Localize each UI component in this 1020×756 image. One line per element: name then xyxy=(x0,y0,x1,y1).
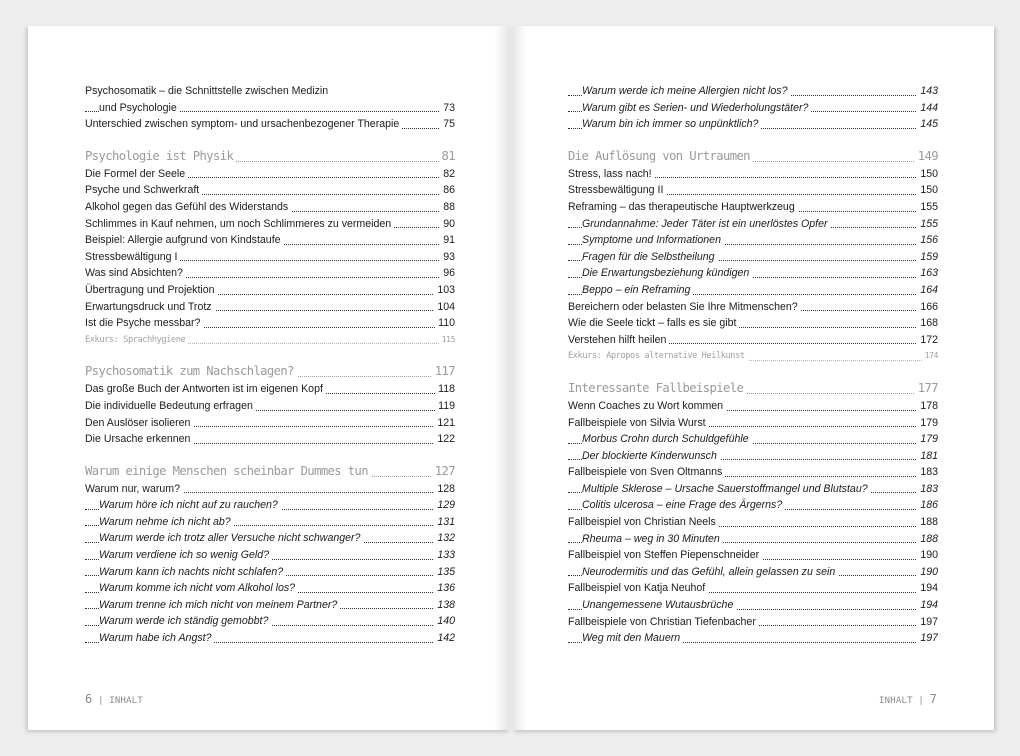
toc-page-number: 181 xyxy=(917,448,938,465)
toc-page-number: 178 xyxy=(917,398,938,415)
toc-entry-title: Stressbewältigung I xyxy=(85,251,180,263)
right-page xyxy=(512,26,994,730)
toc-entry xyxy=(85,481,455,498)
toc-entry xyxy=(85,166,455,183)
toc-entry-title: Fragen für die Selbstheilung xyxy=(582,251,718,263)
toc-entry-title: Warum verdiene ich so wenig Geld? xyxy=(99,549,272,561)
toc-entry xyxy=(568,83,938,100)
toc-page-number: 128 xyxy=(434,481,455,498)
toc-entry xyxy=(85,580,455,597)
toc-entry-title: Alkohol gegen das Gefühl des Widerstands xyxy=(85,201,291,213)
toc-page-number: 159 xyxy=(917,249,938,266)
page-number: 6 xyxy=(85,692,93,706)
toc-entry xyxy=(568,630,938,647)
toc-page-number: 119 xyxy=(435,398,455,415)
toc-page-number: 188 xyxy=(917,514,938,531)
running-footer-label: INHALT | xyxy=(878,696,924,706)
toc-entry-title: Psychosomatik zum Nachschlagen? xyxy=(85,364,297,378)
toc-chapter-heading xyxy=(85,147,455,166)
toc-entry-title: und Psychologie xyxy=(99,102,180,114)
toc-entry-title: Erwartungsdruck und Trotz xyxy=(85,301,215,313)
toc-entry xyxy=(568,514,938,531)
toc-entry xyxy=(85,530,455,547)
toc-page-number: 155 xyxy=(917,216,938,233)
toc-entry xyxy=(85,265,455,282)
toc-entry-title: Fallbeispiel von Christian Neels xyxy=(568,516,719,528)
toc-entry xyxy=(568,182,938,199)
toc-page-number: 90 xyxy=(440,216,455,233)
toc-page-number: 121 xyxy=(434,415,455,432)
toc-page-number: 168 xyxy=(917,315,938,332)
toc-page-number: 177 xyxy=(915,379,938,398)
toc-entry xyxy=(85,547,455,564)
toc-entry xyxy=(85,613,455,630)
toc-entry xyxy=(568,580,938,597)
toc-entry xyxy=(85,116,455,133)
toc-entry-title: Warum werde ich ständig gemobbt? xyxy=(99,615,271,627)
toc-page-number: 183 xyxy=(917,481,938,498)
toc-entry xyxy=(568,398,938,415)
toc-page-number: 132 xyxy=(434,530,455,547)
toc-entry xyxy=(568,481,938,498)
toc-entry xyxy=(568,199,938,216)
toc-entry-title: Ist die Psyche messbar? xyxy=(85,317,203,329)
toc-entry-title: Exkurs: Sprachhygiene xyxy=(85,335,188,345)
toc-page-number: 88 xyxy=(440,199,455,216)
toc-entry-title: Schlimmes in Kauf nehmen, um noch Schlimmeres zu vermeiden xyxy=(85,218,394,230)
toc-chapter-heading xyxy=(568,379,938,398)
toc-entry-title: Fallbeispiele von Silvia Wurst xyxy=(568,417,709,429)
toc-entry xyxy=(568,531,938,548)
toc-entry-title: Beispiel: Allergie aufgrund von Kindstaufe xyxy=(85,234,284,246)
toc-page-number: 81 xyxy=(439,147,455,166)
toc-page-number: 96 xyxy=(440,265,455,282)
toc-entry xyxy=(85,216,455,233)
toc-entry-title: Warum höre ich nicht auf zu rauchen? xyxy=(99,499,281,511)
toc-entry-title: Die individuelle Bedeutung erfragen xyxy=(85,400,256,412)
toc-page-number: 75 xyxy=(440,116,455,133)
toc-entry xyxy=(85,381,455,398)
page-footer-left xyxy=(85,692,143,706)
toc-entry-title: Symptome und Informationen xyxy=(582,234,724,246)
toc-page-number: 131 xyxy=(434,514,455,531)
toc-entry xyxy=(568,332,938,349)
toc-entry-title: Rheuma – weg in 30 Minuten xyxy=(582,533,723,545)
toc-entry-title: Das große Buch der Antworten ist im eigenen Kopf xyxy=(85,383,326,395)
toc-entry-title: Die Erwartungsbeziehung kündigen xyxy=(582,267,752,279)
spine-shadow-left xyxy=(494,26,510,730)
toc-entry xyxy=(568,448,938,465)
toc-entry-title: Unterschied zwischen symptom- und ursachenbezogener Therapie xyxy=(85,118,402,130)
toc-entry xyxy=(85,83,455,100)
toc-page-number: 93 xyxy=(440,249,455,266)
running-footer-label: | INHALT xyxy=(98,696,144,706)
toc-page-number: 179 xyxy=(917,431,938,448)
toc-page-number: 135 xyxy=(434,564,455,581)
toc-entry-title: Weg mit den Mauern xyxy=(582,632,683,644)
toc-entry-title: Was sind Absichten? xyxy=(85,267,186,279)
toc-entry xyxy=(85,630,455,647)
toc-entry xyxy=(85,282,455,299)
toc-page-number: 164 xyxy=(917,282,938,299)
toc-entry-title: Warum trenne ich mich nicht von meinem Partner? xyxy=(99,599,340,611)
toc-entry xyxy=(568,564,938,581)
toc-entry xyxy=(85,398,455,415)
toc-entry xyxy=(85,315,455,332)
toc-page-number: 73 xyxy=(440,100,455,117)
toc-entry xyxy=(568,216,938,233)
toc-page-number: 110 xyxy=(435,315,455,332)
toc-entry xyxy=(568,597,938,614)
toc-entry-title: Stressbewältigung II xyxy=(568,184,666,196)
toc-page-number: 118 xyxy=(435,381,455,398)
toc-page-number: 122 xyxy=(434,431,455,448)
toc-entry xyxy=(85,431,455,448)
toc-entry-title: Warum bin ich immer so unpünktlich? xyxy=(582,118,761,130)
left-page xyxy=(28,26,510,730)
toc-page-number: 117 xyxy=(432,362,455,381)
toc-entry-title: Die Auflösung von Urtraumen xyxy=(568,149,753,163)
toc-page-number: 136 xyxy=(434,580,455,597)
toc-entry xyxy=(85,415,455,432)
toc-page-number: 188 xyxy=(917,531,938,548)
toc-entry-title: Unangemessene Wutausbrüche xyxy=(582,599,736,611)
toc-page-number: 194 xyxy=(917,580,938,597)
toc-entry xyxy=(568,299,938,316)
toc-entry-title: Fallbeispiele von Christian Tiefenbacher xyxy=(568,616,759,628)
toc-entry-title: Die Formel der Seele xyxy=(85,168,188,180)
toc-entry xyxy=(568,166,938,183)
toc-page-number: 183 xyxy=(917,464,938,481)
toc-entry xyxy=(568,100,938,117)
toc-entry-title: Warum komme ich nicht vom Alkohol los? xyxy=(99,582,298,594)
toc-page-number: 190 xyxy=(917,547,938,564)
toc-page-number: 155 xyxy=(917,199,938,216)
toc-page-number: 179 xyxy=(917,415,938,432)
table-of-contents-right xyxy=(568,83,938,647)
toc-entry-title: Morbus Crohn durch Schuldgefühle xyxy=(582,433,752,445)
toc-page-number: 86 xyxy=(440,182,455,199)
toc-page-number: 145 xyxy=(917,116,938,133)
toc-entry-title: Warum nehme ich nicht ab? xyxy=(99,516,234,528)
toc-page-number: 190 xyxy=(917,564,938,581)
toc-entry xyxy=(568,464,938,481)
page-footer-right xyxy=(879,692,937,706)
toc-entry xyxy=(568,614,938,631)
spine-shadow-right xyxy=(512,26,526,730)
toc-entry xyxy=(85,497,455,514)
toc-entry xyxy=(568,315,938,332)
toc-page-number: 197 xyxy=(917,614,938,631)
toc-entry-title: Fallbeispiele von Sven Oltmanns xyxy=(568,466,725,478)
toc-page-number: 149 xyxy=(915,147,938,166)
toc-page-number: 138 xyxy=(434,597,455,614)
toc-entry-title: Stress, lass nach! xyxy=(568,168,655,180)
toc-entry-title: Psychosomatik – die Schnittstelle zwischen Medizin xyxy=(85,85,331,97)
toc-entry xyxy=(568,497,938,514)
toc-entry xyxy=(568,547,938,564)
toc-entry-title: Warum kann ich nachts nicht schlafen? xyxy=(99,566,286,578)
toc-page-number: 91 xyxy=(440,232,455,249)
toc-entry xyxy=(85,249,455,266)
toc-page-number: 115 xyxy=(439,332,455,349)
toc-entry-title: Warum werde ich meine Allergien nicht los? xyxy=(582,85,791,97)
toc-page-number: 156 xyxy=(917,232,938,249)
toc-entry-title: Die Ursache erkennen xyxy=(85,433,193,445)
toc-entry xyxy=(85,597,455,614)
toc-entry xyxy=(568,116,938,133)
toc-entry-title: Warum gibt es Serien- und Wiederholungstäter? xyxy=(582,102,811,114)
toc-entry-title: Fallbeispiel von Steffen Piepenschneider xyxy=(568,549,762,561)
toc-entry xyxy=(85,100,455,117)
toc-entry-title: Den Auslöser isolieren xyxy=(85,417,193,429)
toc-page-number: 82 xyxy=(440,166,455,183)
toc-page-number: 197 xyxy=(917,630,938,647)
toc-page-number: 129 xyxy=(434,497,455,514)
toc-entry xyxy=(85,564,455,581)
toc-page-number: 172 xyxy=(917,332,938,349)
toc-page-number: 143 xyxy=(917,83,938,100)
toc-excursus-entry xyxy=(568,348,938,365)
toc-entry-title: Fallbeispiel von Katja Neuhof xyxy=(568,582,708,594)
toc-entry-title: Grundannahme: Jeder Täter ist ein unerlöstes Opfer xyxy=(582,218,831,230)
toc-entry-title: Psyche und Schwerkraft xyxy=(85,184,202,196)
toc-entry-title: Multiple Sklerose – Ursache Sauerstoffmangel und Blutstau? xyxy=(582,483,871,495)
toc-entry xyxy=(568,265,938,282)
toc-page-number: 127 xyxy=(432,462,455,481)
toc-entry-title: Interessante Fallbeispiele xyxy=(568,381,746,395)
toc-page-number: 166 xyxy=(917,299,938,316)
table-of-contents-left xyxy=(85,83,455,647)
toc-entry-title: Wie die Seele tickt – falls es sie gibt xyxy=(568,317,739,329)
toc-entry xyxy=(85,182,455,199)
toc-page-number: 103 xyxy=(434,282,455,299)
toc-entry xyxy=(85,232,455,249)
toc-entry xyxy=(85,199,455,216)
toc-entry xyxy=(568,431,938,448)
toc-page-number: 174 xyxy=(922,348,938,365)
toc-chapter-heading xyxy=(85,362,455,381)
toc-entry-title: Der blockierte Kinderwunsch xyxy=(582,450,720,462)
toc-entry-title: Warum habe ich Angst? xyxy=(99,632,214,644)
toc-page-number: 144 xyxy=(917,100,938,117)
toc-entry-title: Warum einige Menschen scheinbar Dummes tun xyxy=(85,464,371,478)
page-number: 7 xyxy=(929,692,937,706)
toc-entry xyxy=(568,282,938,299)
toc-page-number: 186 xyxy=(917,497,938,514)
toc-excursus-entry xyxy=(85,332,455,349)
toc-entry-title: Übertragung und Projektion xyxy=(85,284,218,296)
toc-entry xyxy=(568,232,938,249)
toc-entry-title: Verstehen hilft heilen xyxy=(568,334,669,346)
toc-entry xyxy=(85,514,455,531)
toc-page-number: 194 xyxy=(917,597,938,614)
toc-entry-title: Warum nur, warum? xyxy=(85,483,183,495)
toc-page-number: 142 xyxy=(434,630,455,647)
toc-entry-title: Beppo – ein Reframing xyxy=(582,284,693,296)
toc-entry-title: Bereichern oder belasten Sie Ihre Mitmenschen? xyxy=(568,301,801,313)
toc-entry-title: Warum werde ich trotz aller Versuche nicht schwanger? xyxy=(99,532,363,544)
toc-chapter-heading xyxy=(85,462,455,481)
toc-entry xyxy=(568,249,938,266)
toc-page-number: 133 xyxy=(434,547,455,564)
toc-page-number: 140 xyxy=(434,613,455,630)
toc-page-number: 104 xyxy=(434,299,455,316)
toc-page-number: 163 xyxy=(917,265,938,282)
toc-chapter-heading xyxy=(568,147,938,166)
toc-entry-title: Colitis ulcerosa – eine Frage des Ärgerns? xyxy=(582,499,785,511)
toc-entry xyxy=(85,299,455,316)
toc-entry-title: Reframing – das therapeutische Hauptwerkzeug xyxy=(568,201,798,213)
toc-entry-title: Exkurs: Apropos alternative Heilkunst xyxy=(568,351,748,361)
toc-entry-title: Psychologie ist Physik xyxy=(85,149,236,163)
toc-entry xyxy=(568,415,938,432)
toc-page-number: 150 xyxy=(917,182,938,199)
toc-page-number: 150 xyxy=(917,166,938,183)
toc-entry-title: Neurodermitis und das Gefühl, allein gelassen zu sein xyxy=(582,566,838,578)
toc-entry-title: Wenn Coaches zu Wort kommen xyxy=(568,400,726,412)
